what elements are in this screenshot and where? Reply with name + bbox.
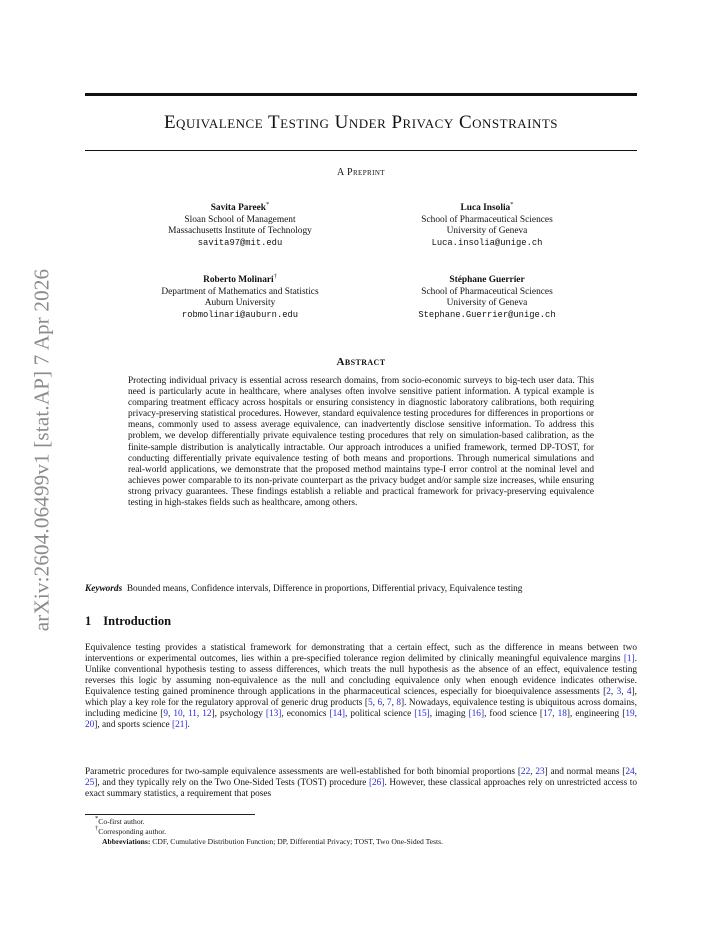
- paragraph-text-run: ,: [372, 698, 378, 708]
- paper-title: Equivalence Testing Under Privacy Constraints: [163, 112, 559, 133]
- paragraph-text-run: . However, these classical approaches rely on unrestricted access to exact summary statistics, a requirement that poses: [85, 778, 637, 799]
- intro-paragraph-1: [85, 643, 637, 731]
- keywords-text: Bounded means, Confidence intervals, Difference in proportions, Differential privacy, Equivalence testing: [126, 584, 523, 594]
- paragraph-text-run: ], which play a key role for the regulatory approval of generic drug products [: [85, 687, 637, 708]
- paragraph-text-run: ,: [552, 709, 558, 719]
- citation-link[interactable]: 20: [85, 720, 95, 730]
- author-block-2: [362, 203, 612, 249]
- abstract-text: Protecting individual privacy is essential across research domains, from socio-economic surveys to big-tech user data. This need is particularly acute in healthcare, where analyses often involve sensitive patient information. A typical example is comparing treatment efficacy across hospitals or ensuring consistency in diagnostic laboratory calibrations, both requiring privacy-preserving statistical procedures. However, standard equivalence testing procedures for differences in proportions or means, commonly used to assess average equivalence, can inadvertently disclose sensitive information. To address this problem, we develop differentially private equivalence testing procedures that rely on simulation-based calibration, as the finite-sample distribution is analytically intractable. Our approach introduces a unified framework, termed DP-TOST, for conducting differentially private equivalence testing of both means and proportions. Through numerical simulations and real-world applications, we demonstrate that the proposed method maintains type-I error control at the nominal level and achieves power comparable to its non-private counterpart as the privacy budget and/or sample size increases, while ensuring strong privacy guarantees. These findings establish a reliable and practical framework for privacy-preserving equivalence testing in high-stakes fields such as healthcare, among others.: [128, 376, 594, 509]
- paragraph-text-run: ,: [391, 698, 397, 708]
- citation-link[interactable]: 8: [396, 698, 402, 708]
- citation-link[interactable]: 5: [368, 698, 373, 708]
- footnote-rule: [85, 814, 255, 815]
- preprint-label: A Preprint: [337, 167, 385, 178]
- author-footnote-mark: *: [266, 201, 270, 208]
- paragraph-text-run: ,: [634, 709, 637, 719]
- citation-link[interactable]: 24: [625, 767, 635, 777]
- footnote-mark: *: [95, 815, 99, 822]
- author-email[interactable]: Stephane.Guerrier@unige.ch: [418, 309, 556, 320]
- citation-link[interactable]: [1]: [623, 654, 635, 664]
- section-number: 1: [85, 614, 92, 628]
- footnotes: [95, 817, 635, 846]
- paragraph-text-run: ,: [530, 767, 536, 777]
- intro-paragraph-1-container: [85, 643, 637, 731]
- citation-link[interactable]: 3: [616, 687, 622, 697]
- keywords-line: [85, 584, 637, 595]
- abbreviations-text: CDF, Cumulative Distribution Function; DP, Differential Privacy; TOST, Two One-Sided Tests.: [152, 836, 443, 846]
- citation-link[interactable]: 18: [557, 709, 567, 719]
- citation-link[interactable]: 9: [163, 709, 168, 719]
- paragraph-text-run: ], and they typically rely on the Two One-Sided Tests (TOST) procedure: [94, 778, 369, 788]
- author-email[interactable]: savita97@mit.edu: [197, 237, 283, 248]
- citation-link[interactable]: 10: [173, 709, 183, 719]
- intro-paragraph-2-container: [85, 767, 637, 800]
- section-title: Introduction: [103, 614, 172, 628]
- author-affiliation: Massachusetts Institute of Technology: [168, 226, 312, 237]
- author-name: Savita Pareek: [210, 203, 267, 213]
- paragraph-text-run: ,: [382, 698, 387, 708]
- paragraph-text-run: ,: [196, 709, 203, 719]
- author-name: Roberto Molinari: [203, 275, 274, 285]
- author-affiliation: Sloan School of Management: [184, 214, 296, 225]
- intro-paragraph-2: [85, 767, 637, 800]
- author-affiliation: Department of Mathematics and Statistics: [161, 286, 319, 297]
- author-block-3: [115, 275, 365, 321]
- citation-link[interactable]: [21]: [172, 720, 188, 730]
- author-affiliation: Auburn University: [204, 298, 276, 309]
- paragraph-text-run: ], psychology: [211, 709, 266, 719]
- author-email[interactable]: robmolinari@auburn.edu: [181, 309, 299, 320]
- paragraph-text-run: ,: [167, 709, 174, 719]
- paragraph-text-run: .: [187, 720, 190, 730]
- citation-link[interactable]: 11: [187, 709, 197, 719]
- footnote-text: Co-first author.: [98, 817, 145, 826]
- paragraph-text-run: , economics: [281, 709, 330, 719]
- title-bottom-rule: [85, 150, 637, 151]
- author-footnote-mark: †: [273, 273, 277, 280]
- paragraph-text-run: , political science: [345, 709, 415, 719]
- citation-link[interactable]: 6: [377, 698, 383, 708]
- footnote-text: Corresponding author.: [98, 826, 167, 836]
- paragraph-text-run: ,: [182, 709, 188, 719]
- citation-link[interactable]: 2: [606, 687, 611, 697]
- citation-link[interactable]: 22: [520, 767, 531, 777]
- citation-link[interactable]: 12: [202, 709, 212, 719]
- citation-link[interactable]: [14]: [329, 709, 346, 719]
- author-email[interactable]: Luca.insolia@unige.ch: [431, 237, 543, 248]
- citation-link[interactable]: 25: [85, 778, 95, 788]
- paragraph-text-run: ]. Nowadays, equivalence testing is ubiquitous across domains, including medicine [: [85, 698, 637, 719]
- citation-link[interactable]: 17: [542, 709, 553, 719]
- section-heading: [85, 614, 637, 629]
- citation-link[interactable]: 23: [535, 767, 545, 777]
- author-affiliation: University of Geneva: [446, 298, 528, 309]
- paragraph-text-run: ,: [621, 687, 627, 697]
- author-name: Stéphane Guerrier: [449, 275, 525, 285]
- abbreviations-label: Abbreviations:: [102, 836, 151, 846]
- citation-link[interactable]: [16]: [468, 709, 485, 719]
- paragraph-text-run: ] and normal means [: [544, 767, 626, 777]
- citation-link[interactable]: 7: [386, 698, 392, 708]
- author-block-4: [362, 275, 612, 321]
- citation-link[interactable]: [15]: [414, 709, 430, 719]
- paragraph-text-run: , food science [: [484, 709, 543, 719]
- paragraph-text-run: ,: [610, 687, 617, 697]
- paragraph-text-run: Parametric procedures for two-sample equivalence assessments are well-established for both binomial proportions [: [85, 767, 521, 777]
- paragraph-text-run: ], and sports science: [94, 720, 173, 730]
- keywords-label: Keywords: [85, 584, 123, 594]
- author-affiliation: School of Pharmaceutical Sciences: [421, 214, 553, 225]
- paragraph-text-run: . Unlike conventional hypothesis testing to assess differences, which treats the null hypothesis as the absence of an effect, equivalence testing reverses this logic by assuming non-equivalence as the null and concluding equivalence only when enough evidence indicates otherwise. Equivalence testing gained prominence through applications in the pharmaceutical sciences, especially for bioequivalence assessments [: [85, 654, 637, 697]
- author-block-1: [115, 203, 365, 249]
- abstract-body: [128, 376, 594, 509]
- citation-link[interactable]: 19: [625, 709, 635, 719]
- arxiv-identifier-stamp: arXiv:2604.06499v1 [stat.AP] 7 Apr 2026: [29, 268, 54, 632]
- paragraph-text-run: , imaging: [429, 709, 469, 719]
- citation-link[interactable]: [26]: [368, 778, 385, 788]
- author-footnote-mark: *: [510, 201, 514, 208]
- author-affiliation: School of Pharmaceutical Sciences: [421, 286, 553, 297]
- paragraph-text-run: Equivalence testing provides a statistical framework for demonstrating that a certain effect, such as the difference in means between two interventions or experimental outcomes, lies within a pre-specified tolerance region delimited by clinically meaningful equivalence margins: [85, 643, 637, 664]
- paragraph-text-run: ], engineering [: [566, 709, 626, 719]
- abstract-heading: Abstract: [336, 356, 386, 368]
- paragraph-text-run: ,: [634, 767, 637, 777]
- author-name: Luca Insolia: [460, 203, 511, 213]
- footnote-mark: †: [95, 824, 99, 832]
- citation-link[interactable]: 4: [626, 687, 632, 697]
- title-top-rule: [85, 93, 637, 96]
- author-affiliation: University of Geneva: [446, 226, 528, 237]
- citation-link[interactable]: [13]: [265, 709, 282, 719]
